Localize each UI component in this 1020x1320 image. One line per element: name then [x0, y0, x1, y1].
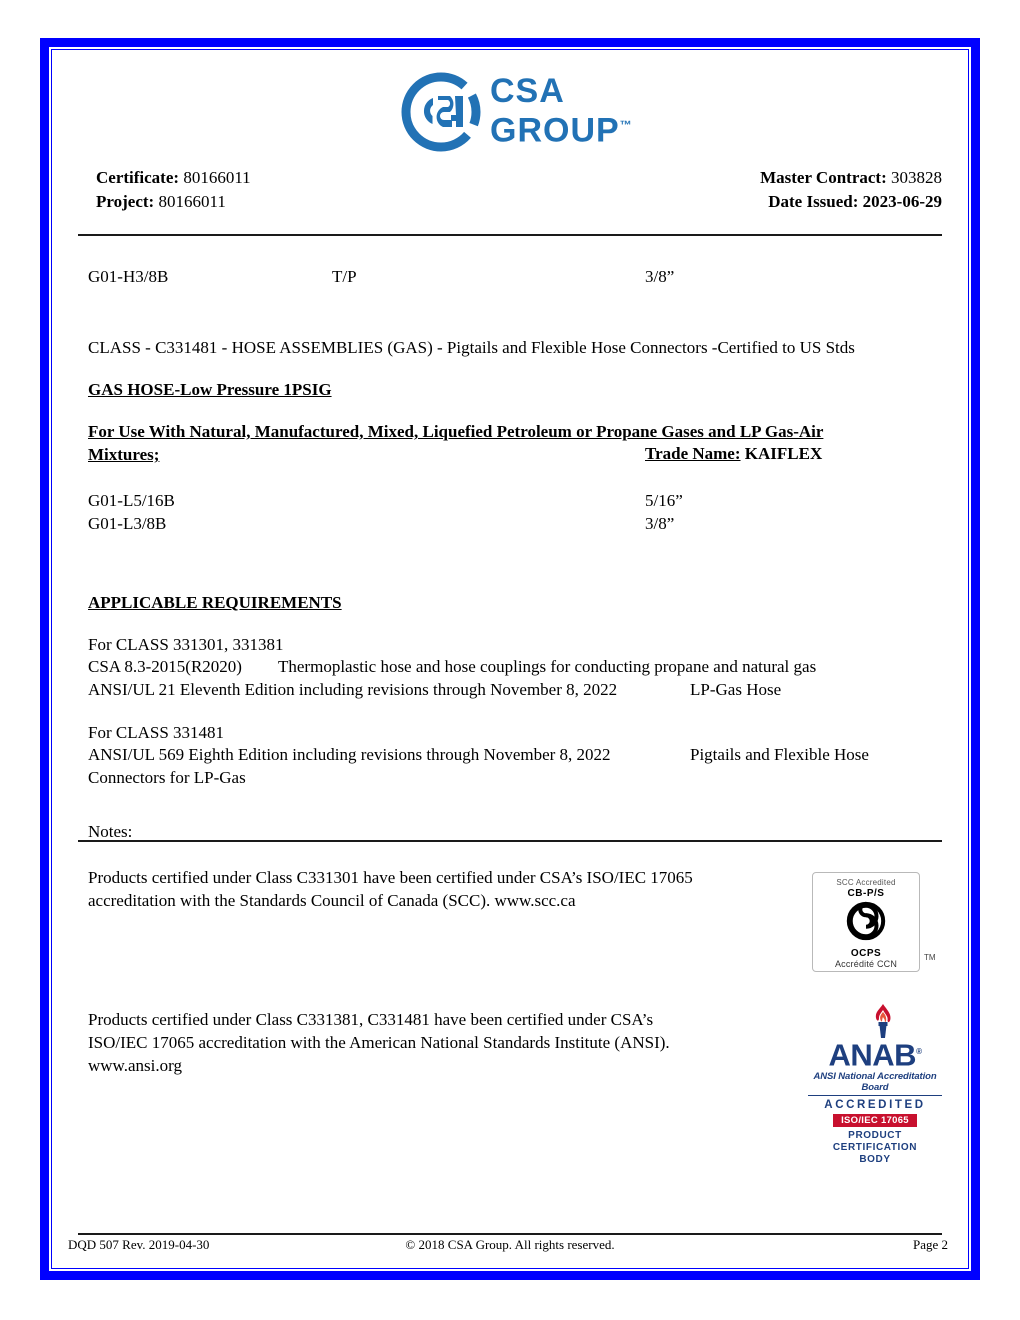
anab-body-text — [808, 1130, 942, 1166]
footer-document-id: DQD 507 Rev. 2019-04-30 — [68, 1237, 210, 1252]
anab-accreditation-logo — [808, 1020, 942, 1166]
scc-top-text: SCC Accredited — [836, 878, 896, 887]
certificate-page — [60, 58, 960, 1260]
master-contract-line — [760, 166, 942, 190]
header-right — [760, 166, 942, 214]
note-2-line1: Products certified under Class C331381, C331481 have been certified under CSA’s — [88, 1010, 654, 1029]
requirements-group1-title: For CLASS 331301, 331381 — [88, 635, 284, 654]
anab-wordmark — [808, 1036, 942, 1073]
footer-divider — [78, 1233, 942, 1235]
product-model-0: G01-L5/16B — [88, 491, 175, 510]
note-2-line2: ISO/IEC 17065 accreditation with the American National Standards Institute (ANSI). — [88, 1033, 670, 1052]
product-size-0: 5/16” — [645, 491, 683, 510]
anab-word-text: ANAB — [828, 1037, 917, 1073]
header-divider — [78, 234, 942, 236]
notes-divider — [78, 840, 942, 842]
requirements-group2-title: For CLASS 331481 — [88, 723, 225, 742]
requirements-g2-std1: ANSI/UL 569 Eighth Edition including revisions through November 8, 2022 — [88, 745, 611, 764]
anab-accredited-text: ACCREDITED — [824, 1099, 926, 1112]
requirements-g2-desc1: Pigtails and Flexible Hose — [690, 745, 869, 764]
date-issued-value: 2023-06-29 — [862, 192, 942, 211]
class-line: CLASS - C331481 - HOSE ASSEMBLIES (GAS) - Pigtails and Flexible Hose Connectors -Certified to US Stds — [88, 338, 855, 357]
date-issued-label: Date Issued: — [768, 192, 859, 211]
anab-body-line1: PRODUCT CERTIFICATION — [832, 1130, 918, 1154]
requirements-g1-desc2: LP-Gas Hose — [690, 680, 782, 699]
note-2 — [88, 1008, 768, 1077]
trade-name-row — [645, 443, 822, 465]
requirements-g2-desc2: Connectors for LP-Gas — [88, 768, 246, 787]
product-type-top: T/P — [332, 267, 357, 286]
header-left — [96, 166, 251, 214]
product-size-1: 3/8” — [645, 514, 675, 533]
master-contract-value: 303828 — [891, 168, 942, 187]
requirements-heading: APPLICABLE REQUIREMENTS — [88, 593, 342, 612]
note-1-line2: accreditation with the Standards Council of Canada (SCC). www.scc.ca — [88, 891, 576, 910]
product-model-top: G01-H3/8B — [88, 267, 169, 286]
project-label: Project: — [96, 192, 155, 211]
trade-name-label: Trade Name: — [645, 444, 741, 463]
footer-copyright: © 2018 CSA Group. All rights reserved. — [405, 1237, 615, 1252]
certificate-label: Certificate: — [96, 168, 180, 187]
trade-name-value: KAIFLEX — [744, 444, 823, 463]
anab-subtitle: ANSI National Accreditation Board — [808, 1071, 942, 1096]
project-line — [96, 190, 251, 214]
requirements-g1-desc1: Thermoplastic hose and hose couplings for conducting propane and natural gas — [278, 657, 817, 676]
registered-icon: ® — [916, 1047, 922, 1056]
csa-roundel-icon — [400, 70, 482, 159]
requirements-g1-std2: ANSI/UL 21 Eleventh Edition including revisions through November 8, 2022 — [88, 680, 618, 699]
use-with-line1: For Use With Natural, Manufactured, Mixed, Liquefied Petroleum or Propane Gases and LP Gas-Air — [88, 422, 824, 441]
scc-spiral-icon — [813, 900, 919, 947]
note-1 — [88, 866, 768, 912]
use-with-line2: Mixtures; — [88, 445, 160, 464]
note-2-line3: www.ansi.org — [88, 1056, 182, 1075]
scc-trademark-icon: TM — [924, 953, 936, 962]
certificate-line — [96, 166, 251, 190]
scc-ocps-text: OCPS — [850, 948, 882, 959]
product-size-top: 3/8” — [645, 267, 675, 286]
trademark-icon: ™ — [619, 118, 632, 132]
csa-group-wordmark — [490, 72, 632, 150]
requirements-g1-std1: CSA 8.3-2015(R2020) — [88, 657, 242, 676]
date-issued-line — [760, 190, 942, 214]
csa-logo-line2: GROUP — [490, 111, 620, 150]
master-contract-label: Master Contract: — [760, 168, 887, 187]
footer-page-number: Page 2 — [912, 1237, 948, 1252]
notes-label: Notes: — [88, 822, 133, 841]
product-model-1: G01-L3/8B — [88, 514, 167, 533]
csa-group-logo — [400, 68, 650, 156]
note-1-line1: Products certified under Class C331301 have been certified under CSA’s ISO/IEC 17065 — [88, 868, 693, 887]
scc-accreditation-logo — [812, 872, 920, 972]
anab-iso-band: ISO/IEC 17065 — [833, 1114, 917, 1127]
csa-logo-line1: CSA — [490, 72, 565, 110]
scc-cb-text: CB-P/S — [847, 888, 885, 899]
project-value: 80166011 — [158, 192, 226, 211]
anab-body-line2: BODY — [859, 1154, 891, 1166]
scc-bottom-text: Accrédité CCN — [834, 959, 898, 969]
gas-hose-heading: GAS HOSE-Low Pressure 1PSIG — [88, 380, 332, 399]
certificate-value: 80166011 — [183, 168, 251, 187]
